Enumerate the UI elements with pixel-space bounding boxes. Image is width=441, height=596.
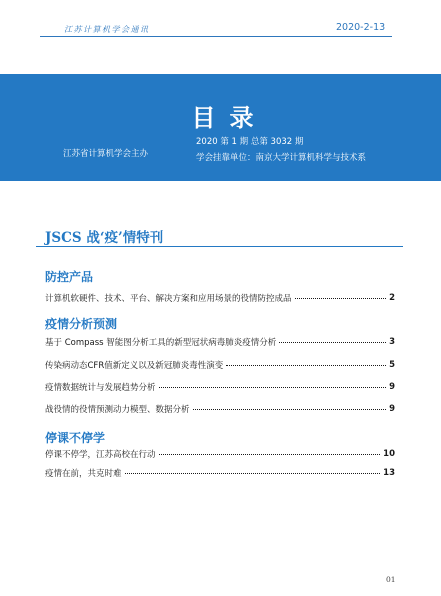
toc-entry[interactable] <box>45 466 395 480</box>
toc-page-number: 5 <box>389 360 395 370</box>
section-title-prevention: 防控产品 <box>45 270 94 284</box>
toc-leader <box>159 454 381 455</box>
header-divider <box>40 36 392 37</box>
toc-entry-title: 传染病动态CFR值新定义以及新冠肺炎毒性演变 <box>45 361 224 371</box>
toc-entry-title: 基于 Compass 智能图分析工具的新型冠状病毒肺炎疫情分析 <box>45 338 277 348</box>
toc-entry-title: 疫情在前，共克时难 <box>45 469 122 479</box>
toc-entry[interactable] <box>45 447 395 461</box>
special-issue-title: JSCS 战‘疫’情特刊 <box>45 230 164 246</box>
toc-page-number: 10 <box>383 449 395 459</box>
toc-leader <box>279 342 386 343</box>
toc-entry-title: 疫情数据统计与发展趋势分析 <box>45 383 156 393</box>
toc-leader <box>159 387 387 388</box>
page-number: 01 <box>386 575 396 584</box>
toc-entry[interactable] <box>45 380 395 394</box>
toc-page-number: 13 <box>383 468 395 478</box>
affiliation: 学会挂靠单位：南京大学计算机科学与技术系 <box>196 153 367 163</box>
toc-entry-title: 战役情的役情预测动力模型、数据分析 <box>45 405 190 415</box>
toc-leader <box>295 298 387 299</box>
toc-entry[interactable] <box>45 358 395 372</box>
toc-page-number: 3 <box>389 337 395 347</box>
toc-page-number: 9 <box>389 382 395 392</box>
page-title: 目录 <box>191 104 268 132</box>
toc-leader <box>226 365 386 366</box>
toc-entry-title: 计算机软硬件、技术、平台、解决方案和应用场景的役情防控成品 <box>45 294 292 304</box>
special-title-divider <box>36 246 403 247</box>
issue-number: 2020 第 1 期 总第 3032 期 <box>196 137 304 147</box>
section-title-analysis: 疫情分析预测 <box>45 317 118 331</box>
toc-leader <box>125 473 381 474</box>
toc-entry[interactable] <box>45 402 395 416</box>
running-header <box>0 0 441 40</box>
toc-entry[interactable] <box>45 291 395 305</box>
toc-entry-title: 停课不停学，江苏高校在行动 <box>45 450 156 460</box>
toc-page-number: 2 <box>389 293 395 303</box>
toc-leader <box>193 409 387 410</box>
toc-page-number: 9 <box>389 404 395 414</box>
section-title-classes: 停课不停学 <box>45 431 106 445</box>
issue-date: 2020-2-13 <box>336 22 386 33</box>
journal-name: 江苏计算机学会通讯 <box>64 25 150 34</box>
toc-entry[interactable] <box>45 335 395 349</box>
host-organization: 江苏省计算机学会主办 <box>63 149 149 159</box>
